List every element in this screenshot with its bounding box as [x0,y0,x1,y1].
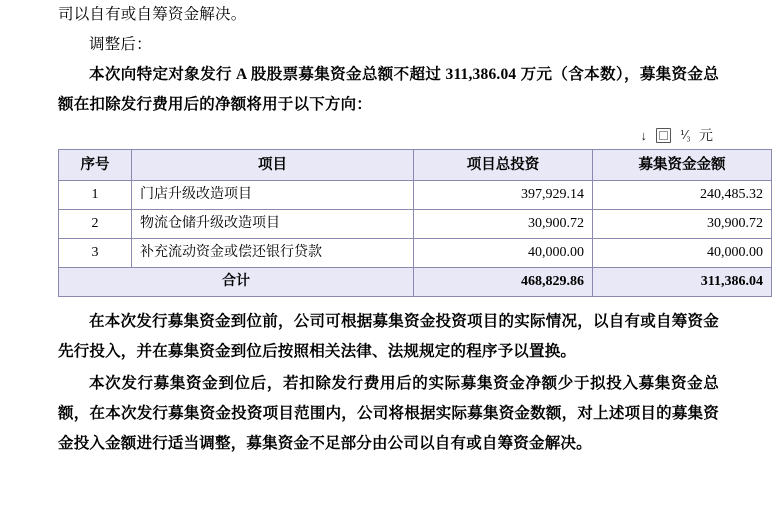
cell-no: 1 [59,181,132,210]
down-arrow-icon[interactable]: ↓ [640,127,647,143]
column-header-total-investment: 项目总投资 [414,150,593,181]
table-header-row [59,150,772,181]
cell-total: 30,900.72 [414,210,593,239]
paragraph-fundraising-summary: 本次向特定对象发行 A 股股票募集资金总额不超过 311,386.04 万元（含本数），募集资金总额在扣除发行费用后的净额将用于以下方向： [58,66,719,113]
cell-summary-label: 合计 [59,268,414,297]
table-summary-row [59,268,772,297]
table-header [59,150,772,181]
table-body [59,181,772,297]
cell-summary-total: 468,829.86 [414,268,593,297]
table-row [59,239,772,268]
fundraising-table [58,149,772,297]
column-header-raised-amount: 募集资金金额 [593,150,772,181]
cell-no: 3 [59,239,132,268]
paragraph-intro-continued: 司以自有或自筹资金解决。 [58,6,247,23]
copy-box-icon[interactable] [656,128,671,143]
fraction-icon: ⅟₃ [680,127,690,142]
table-row [59,210,772,239]
column-header-no: 序号 [59,150,132,181]
column-header-item: 项目 [132,150,414,181]
cell-item: 门店升级改造项目 [132,181,414,210]
unit-label: 元 [699,129,713,144]
table-toolbar [58,124,719,146]
cell-total: 397,929.14 [414,181,593,210]
paragraph-post-arrival: 本次发行募集资金到位后，若扣除发行费用后的实际募集资金净额少于拟投入募集资金总额，在本次发行募集资金投资项目范围内，公司将根据实际募集资金数额，对上述项目的募集资金投入金额进行适当调整，募集资金不足部分由公司以自有或自筹资金解决。 [58,375,719,452]
paragraph-pre-arrival: 在本次发行募集资金到位前，公司可根据募集资金投资项目的实际情况，以自有或自筹资金先行投入，并在募集资金到位后按照相关法律、法规规定的程序予以置换。 [58,313,719,360]
cell-no: 2 [59,210,132,239]
paragraph-adjusted-label: 调整后： [89,36,152,53]
cell-raise: 30,900.72 [593,210,772,239]
cell-item: 物流仓储升级改造项目 [132,210,414,239]
cell-total: 40,000.00 [414,239,593,268]
cell-item: 补充流动资金或偿还银行贷款 [132,239,414,268]
table-row [59,181,772,210]
cell-raise: 240,485.32 [593,181,772,210]
cell-summary-raise: 311,386.04 [593,268,772,297]
cell-raise: 40,000.00 [593,239,772,268]
